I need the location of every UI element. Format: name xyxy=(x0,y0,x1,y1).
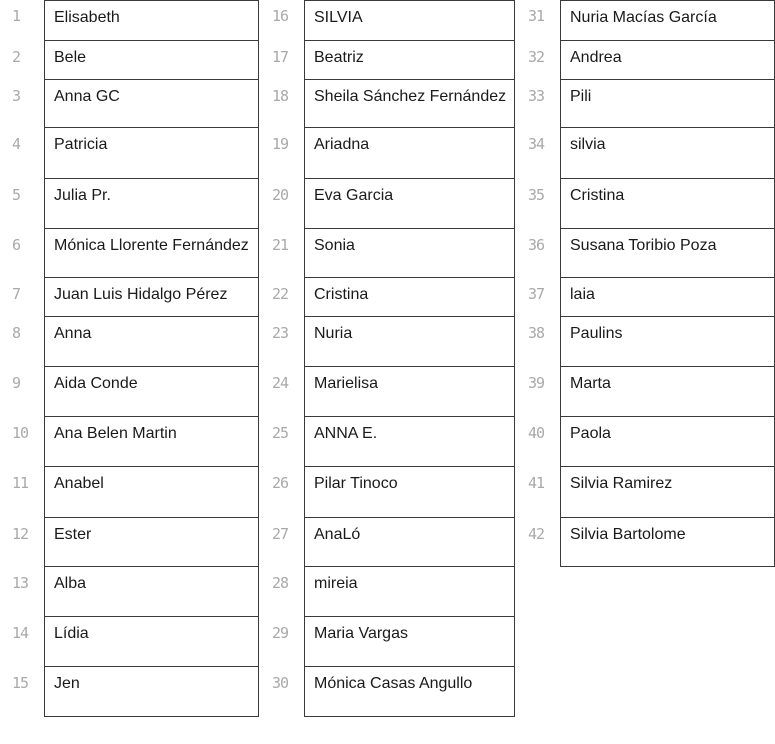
entry-number: 14 xyxy=(12,624,29,642)
entry-name: Eva Garcia xyxy=(304,179,515,229)
entry-number: 19 xyxy=(272,135,289,153)
list-item xyxy=(260,467,515,518)
list-item xyxy=(260,617,515,667)
name-list-column-3 xyxy=(516,0,775,567)
entry-number: 3 xyxy=(12,87,21,105)
list-item xyxy=(516,417,775,467)
entry-number: 8 xyxy=(12,324,21,342)
entry-name: Anna xyxy=(44,317,259,367)
entry-number: 27 xyxy=(272,525,289,543)
entry-name: silvia xyxy=(560,128,775,179)
entry-name: Bele xyxy=(44,41,259,80)
list-item xyxy=(516,179,775,229)
entry-number: 22 xyxy=(272,285,289,303)
list-item xyxy=(260,317,515,367)
entry-name: Lídia xyxy=(44,617,259,667)
list-item xyxy=(260,367,515,417)
entry-number: 12 xyxy=(12,525,29,543)
entry-name: Jen xyxy=(44,667,259,717)
entry-name: Susana Toribio Poza xyxy=(560,229,775,278)
list-item xyxy=(260,0,515,41)
list-item xyxy=(0,567,259,617)
entry-number: 2 xyxy=(12,48,21,66)
list-item xyxy=(0,179,259,229)
entry-name: Sheila Sánchez Fernández xyxy=(304,80,515,128)
entry-name: Ariadna xyxy=(304,128,515,179)
entry-name: mireia xyxy=(304,567,515,617)
entry-name: Aida Conde xyxy=(44,367,259,417)
name-list-column-1 xyxy=(0,0,259,717)
entry-number: 16 xyxy=(272,7,289,25)
entry-number: 40 xyxy=(528,424,545,442)
list-item xyxy=(516,518,775,567)
entry-name: Pilar Tinoco xyxy=(304,467,515,518)
entry-number: 5 xyxy=(12,186,21,204)
entry-name: Beatriz xyxy=(304,41,515,80)
entry-name: Mónica Casas Angullo xyxy=(304,667,515,717)
list-item xyxy=(516,278,775,317)
list-item xyxy=(260,567,515,617)
list-item xyxy=(0,278,259,317)
entry-number: 20 xyxy=(272,186,289,204)
list-item xyxy=(0,0,259,41)
list-item xyxy=(260,518,515,567)
list-item xyxy=(0,617,259,667)
entry-number: 38 xyxy=(528,324,545,342)
entry-name: Paulins xyxy=(560,317,775,367)
list-item xyxy=(0,80,259,128)
entry-number: 10 xyxy=(12,424,29,442)
entry-name: Elisabeth xyxy=(44,0,259,41)
entry-number: 35 xyxy=(528,186,545,204)
list-item xyxy=(0,229,259,278)
list-item xyxy=(516,367,775,417)
entry-name: Anabel xyxy=(44,467,259,518)
list-item xyxy=(516,0,775,41)
list-item xyxy=(0,467,259,518)
entry-number: 32 xyxy=(528,48,545,66)
entry-number: 39 xyxy=(528,374,545,392)
entry-number: 23 xyxy=(272,324,289,342)
entry-name: Nuria Macías García xyxy=(560,0,775,41)
entry-name: Sonia xyxy=(304,229,515,278)
entry-name: Ester xyxy=(44,518,259,567)
entry-number: 7 xyxy=(12,285,21,303)
entry-number: 26 xyxy=(272,474,289,492)
entry-number: 28 xyxy=(272,574,289,592)
list-item xyxy=(0,417,259,467)
entry-number: 15 xyxy=(12,674,29,692)
entry-name: Pili xyxy=(560,80,775,128)
entry-name: Silvia Ramirez xyxy=(560,467,775,518)
entry-name: Paola xyxy=(560,417,775,467)
list-item xyxy=(516,229,775,278)
entry-number: 34 xyxy=(528,135,545,153)
list-item xyxy=(260,229,515,278)
entry-number: 36 xyxy=(528,236,545,254)
list-item xyxy=(0,41,259,80)
list-item xyxy=(260,41,515,80)
name-list-column-2 xyxy=(260,0,515,717)
entry-number: 41 xyxy=(528,474,545,492)
list-item xyxy=(0,128,259,179)
entry-name: Silvia Bartolome xyxy=(560,518,775,567)
entry-number: 24 xyxy=(272,374,289,392)
entry-name: Mónica Llorente Fernández xyxy=(44,229,259,278)
entry-name: Cristina xyxy=(304,278,515,317)
entry-number: 11 xyxy=(12,474,29,492)
list-item xyxy=(0,518,259,567)
entry-name: Marielisa xyxy=(304,367,515,417)
entry-name: laia xyxy=(560,278,775,317)
list-item xyxy=(0,667,259,717)
list-item xyxy=(516,467,775,518)
entry-number: 9 xyxy=(12,374,21,392)
list-item xyxy=(260,417,515,467)
entry-name: AnaLó xyxy=(304,518,515,567)
entry-number: 17 xyxy=(272,48,289,66)
entry-number: 4 xyxy=(12,135,21,153)
entry-name: Ana Belen Martin xyxy=(44,417,259,467)
entry-name: Nuria xyxy=(304,317,515,367)
entry-number: 18 xyxy=(272,87,289,105)
entry-number: 42 xyxy=(528,525,545,543)
list-item xyxy=(260,278,515,317)
entry-number: 37 xyxy=(528,285,545,303)
entry-name: SILVIA xyxy=(304,0,515,41)
entry-number: 21 xyxy=(272,236,289,254)
entry-number: 6 xyxy=(12,236,21,254)
entry-number: 31 xyxy=(528,7,545,25)
entry-number: 30 xyxy=(272,674,289,692)
list-item xyxy=(0,317,259,367)
list-item xyxy=(516,317,775,367)
list-item xyxy=(516,128,775,179)
entry-name: Maria Vargas xyxy=(304,617,515,667)
list-item xyxy=(260,179,515,229)
list-item xyxy=(516,80,775,128)
entry-number: 13 xyxy=(12,574,29,592)
list-item xyxy=(260,80,515,128)
list-item xyxy=(260,667,515,717)
list-item xyxy=(516,41,775,80)
entry-number: 1 xyxy=(12,7,21,25)
entry-name: Andrea xyxy=(560,41,775,80)
entry-number: 33 xyxy=(528,87,545,105)
entry-name: Julia Pr. xyxy=(44,179,259,229)
entry-number: 25 xyxy=(272,424,289,442)
list-item xyxy=(0,367,259,417)
entry-name: Cristina xyxy=(560,179,775,229)
entry-number: 29 xyxy=(272,624,289,642)
entry-name: Alba xyxy=(44,567,259,617)
entry-name: Anna GC xyxy=(44,80,259,128)
entry-name: Juan Luis Hidalgo Pérez xyxy=(44,278,259,317)
entry-name: Patricia xyxy=(44,128,259,179)
entry-name: Marta xyxy=(560,367,775,417)
list-item xyxy=(260,128,515,179)
entry-name: ANNA E. xyxy=(304,417,515,467)
